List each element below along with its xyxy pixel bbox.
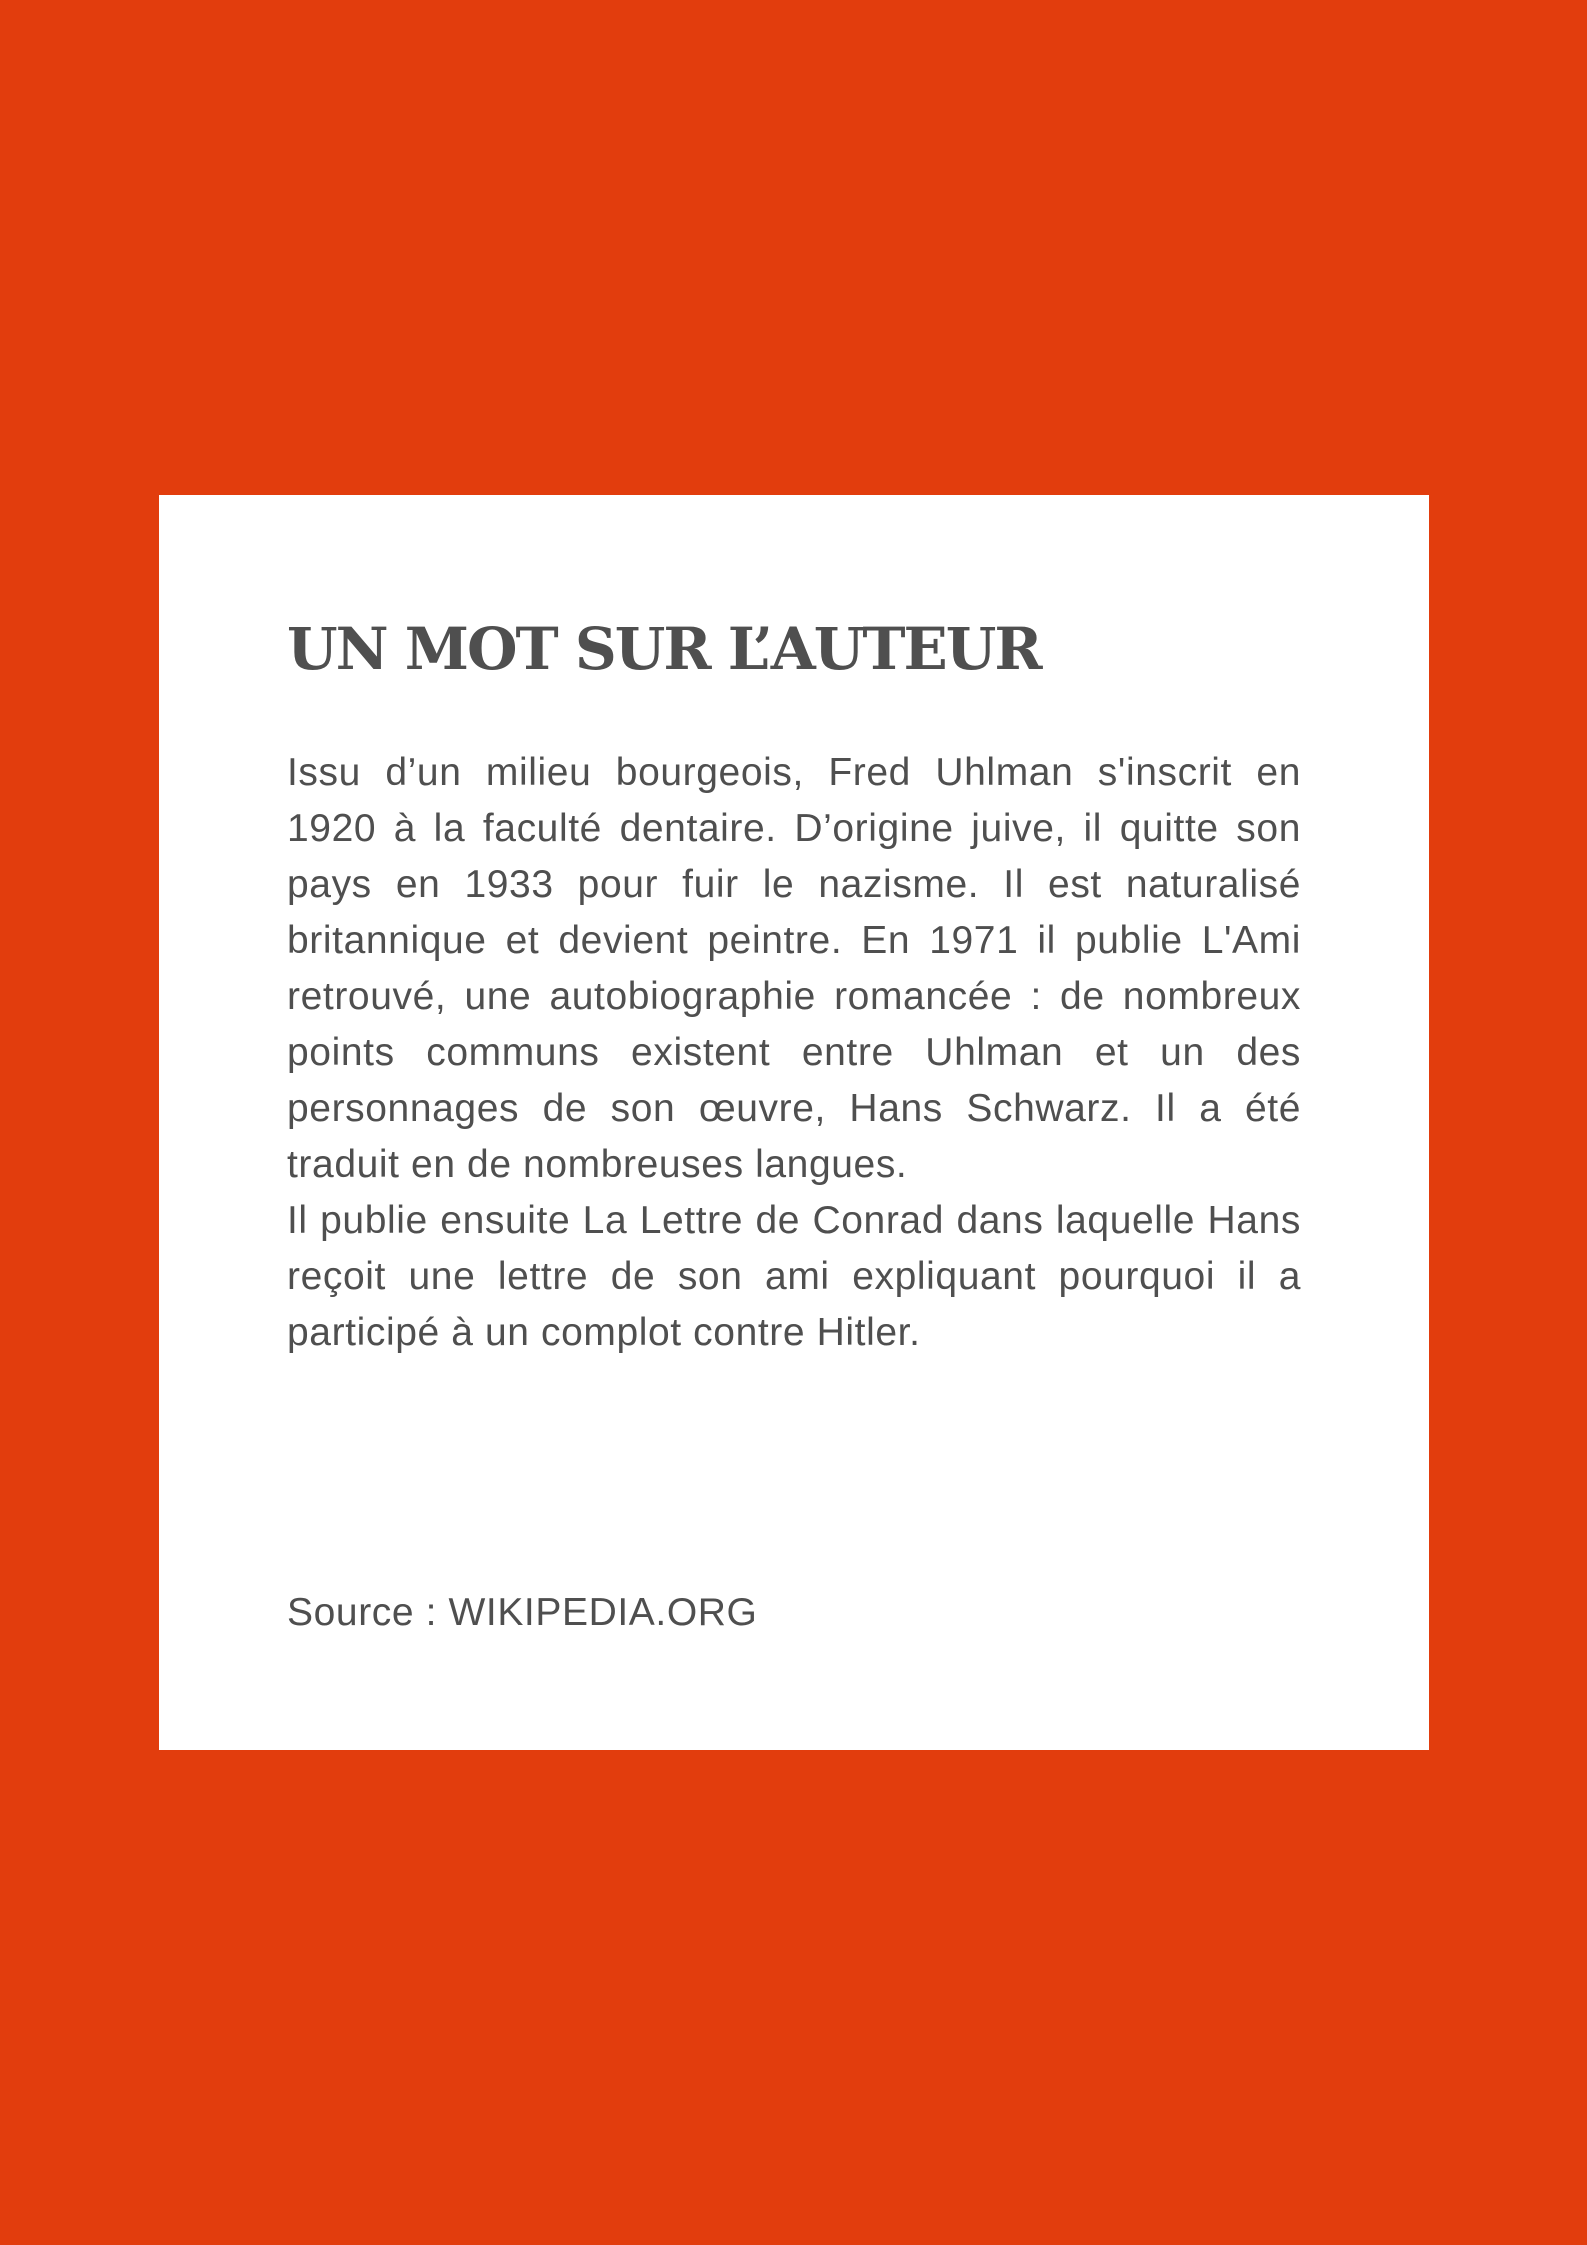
biography-paragraph-1: Issu d’un milieu bourgeois, Fred Uhlman s'inscrit en 1920 à la faculté dentaire. D’origine juive, il quitte son pays en 1933 pour fuir le nazisme. Il est naturalisé britannique et devient peintre. En 1971 il publie L'Ami retrouvé, une autobiographie romancée : de nombreux points communs existent entre Uhlman et un des personnages de son œuvre, Hans Schwarz. Il a été traduit en de nombreuses langues. [287,751,1301,1186]
author-card [159,495,1429,1750]
source-citation: Source : WIKIPEDIA.ORG [287,1591,758,1634]
author-biography [287,745,1301,1361]
section-title: UN MOT SUR L’AUTEUR [287,615,1041,683]
biography-paragraph-2: Il publie ensuite La Lettre de Conrad dans laquelle Hans reçoit une lettre de son ami expliquant pourquoi il a participé à un complot contre Hitler. [287,1199,1301,1354]
